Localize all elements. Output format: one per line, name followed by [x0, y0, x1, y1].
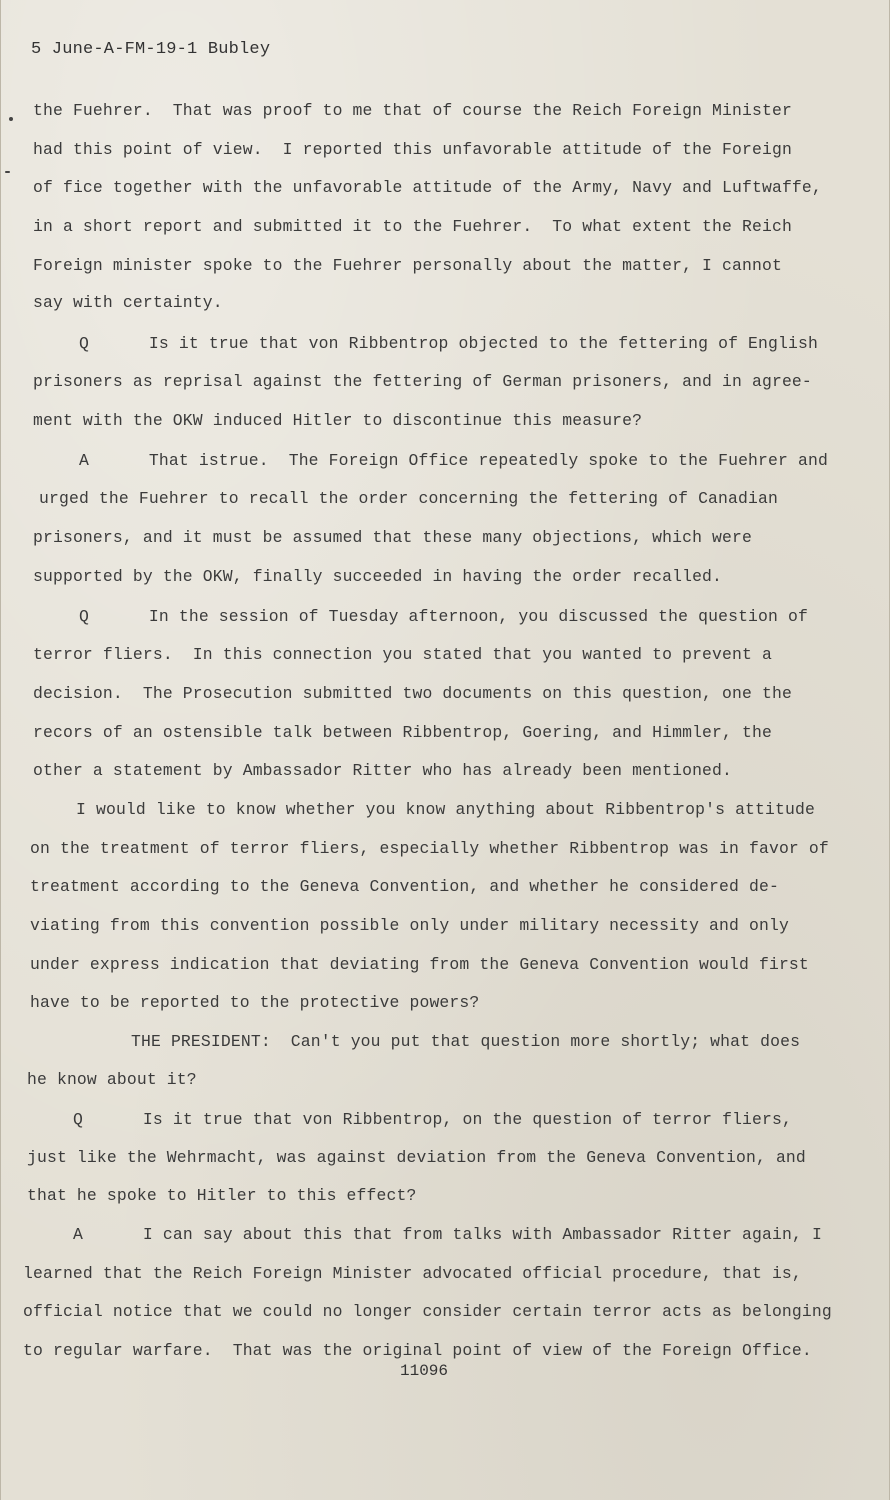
text-line: THE PRESIDENT: Can't you put that question more shortly; what does: [131, 1032, 801, 1051]
text-line: ment with the OKW induced Hitler to discontinue this measure?: [33, 411, 643, 430]
text-line: prisoners, and it must be assumed that these many objections, which were: [33, 528, 752, 547]
text-line: prisoners as reprisal against the fettering of German prisoners, and in agree-: [33, 372, 812, 391]
text-line: have to be reported to the protective powers?: [30, 993, 480, 1012]
text-line: A I can say about this that from talks with Ambassador Ritter again, I: [73, 1225, 822, 1244]
text-line: Q Is it true that von Ribbentrop, on the question of terror fliers,: [73, 1110, 792, 1129]
text-line: recors of an ostensible talk between Ribbentrop, Goering, and Himmler, the: [33, 723, 772, 742]
text-line: learned that the Reich Foreign Minister advocated official procedure, that is,: [23, 1264, 802, 1283]
page-header: 5 June-A-FM-19-1 Bubley: [31, 40, 271, 59]
text-line: official notice that we could no longer consider certain terror acts as belonging: [23, 1302, 832, 1321]
text-line: viating from this convention possible only under military necessity and only: [30, 916, 789, 935]
margin-mark: [9, 117, 13, 121]
text-line: in a short report and submitted it to the Fuehrer. To what extent the Reich: [33, 217, 792, 236]
text-line: urged the Fuehrer to recall the order concerning the fettering of Canadian: [39, 489, 778, 508]
text-line: treatment according to the Geneva Convention, and whether he considered de-: [30, 877, 779, 896]
text-line: A That istrue. The Foreign Office repeatedly spoke to the Fuehrer and: [79, 451, 828, 470]
page-number: 11096: [400, 1362, 449, 1380]
text-line: of fice together with the unfavorable attitude of the Army, Navy and Luftwaffe,: [33, 178, 822, 197]
text-line: that he spoke to Hitler to this effect?: [27, 1186, 417, 1205]
text-line: on the treatment of terror fliers, especially whether Ribbentrop was in favor of: [30, 839, 829, 858]
text-line: decision. The Prosecution submitted two documents on this question, one the: [33, 684, 792, 703]
text-line: just like the Wehrmacht, was against deviation from the Geneva Convention, and: [27, 1148, 806, 1167]
text-line: had this point of view. I reported this unfavorable attitude of the Foreign: [33, 140, 792, 159]
text-line: Q Is it true that von Ribbentrop objected to the fettering of English: [79, 334, 818, 353]
text-line: the Fuehrer. That was proof to me that of course the Reich Foreign Minister: [33, 101, 792, 120]
margin-mark: [5, 171, 10, 173]
text-line: he know about it?: [27, 1070, 197, 1089]
text-line: I would like to know whether you know anything about Ribbentrop's attitude: [76, 800, 815, 819]
text-line: under express indication that deviating from the Geneva Convention would first: [30, 955, 809, 974]
text-line: say with certainty.: [33, 293, 223, 312]
text-line: to regular warfare. That was the original point of view of the Foreign Office.: [23, 1341, 812, 1360]
text-line: Foreign minister spoke to the Fuehrer personally about the matter, I cannot: [33, 256, 782, 275]
text-line: terror fliers. In this connection you stated that you wanted to prevent a: [33, 645, 772, 664]
text-line: supported by the OKW, finally succeeded in having the order recalled.: [33, 567, 723, 586]
text-line: other a statement by Ambassador Ritter who has already been mentioned.: [33, 761, 733, 780]
text-line: Q In the session of Tuesday afternoon, you discussed the question of: [79, 607, 808, 626]
